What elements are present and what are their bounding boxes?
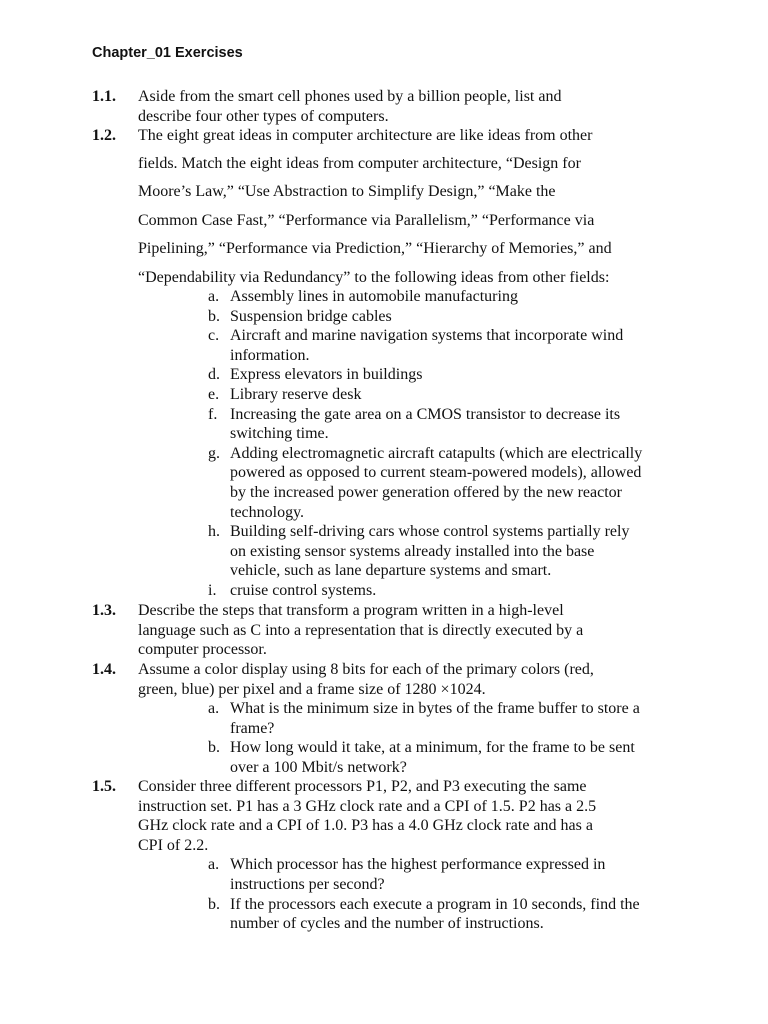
exercise-1-5 bbox=[92, 777, 682, 934]
text-line: Pipelining,” “Performance via Prediction,” “Hierarchy of Memories,” and bbox=[138, 240, 612, 258]
text-line: Consider three different processors P1, P2, and P3 executing the same bbox=[138, 778, 587, 795]
sub-item-text: Aircraft and marine navigation systems that incorporate wind bbox=[230, 327, 624, 345]
text-line: GHz clock rate and a CPI of 1.0. P3 has a 4.0 GHz clock rate and has a bbox=[138, 817, 593, 835]
sub-item-text: switching time. bbox=[230, 425, 329, 443]
text-line: describe four other types of computers. bbox=[138, 107, 389, 125]
sub-item bbox=[138, 287, 682, 307]
sub-item-text: What is the minimum size in bytes of the frame buffer to store a bbox=[230, 700, 640, 718]
exercise-number: 1.1. bbox=[92, 88, 116, 105]
sub-item-text: If the processors each execute a program in 10 seconds, find the bbox=[230, 895, 640, 913]
sub-item-label: b. bbox=[208, 895, 220, 913]
exercise-text bbox=[138, 87, 682, 126]
exercise-1-2 bbox=[92, 126, 682, 292]
sub-item-text: Increasing the gate area on a CMOS transistor to decrease its bbox=[230, 405, 621, 423]
sub-item-list bbox=[138, 287, 682, 601]
text-line: computer processor. bbox=[138, 641, 267, 659]
text-line: language such as C into a representation that is directly executed by a bbox=[138, 621, 584, 639]
exercise-number: 1.2. bbox=[92, 127, 116, 144]
exercise-number: 1.3. bbox=[92, 602, 116, 619]
sub-item-label: b. bbox=[208, 307, 220, 325]
sub-item-text: vehicle, such as lane departure systems and smart. bbox=[230, 562, 552, 580]
exercise-text bbox=[138, 777, 682, 934]
sub-item-label: d. bbox=[208, 366, 220, 384]
sub-item-label: a. bbox=[208, 700, 220, 718]
sub-item-label: h. bbox=[208, 523, 220, 541]
text-line: instruction set. P1 has a 3 GHz clock rate and a CPI of 1.5. P2 has a 2.5 bbox=[138, 797, 597, 815]
sub-item-text: How long would it take, at a minimum, for the frame to be sent bbox=[230, 739, 635, 757]
sub-item-text: Suspension bridge cables bbox=[230, 307, 392, 325]
sub-item-text: Assembly lines in automobile manufacturing bbox=[230, 288, 518, 305]
sub-item-text: information. bbox=[230, 346, 310, 364]
sub-item-text: Library reserve desk bbox=[230, 385, 362, 403]
exercise-1-3 bbox=[92, 601, 682, 660]
exercise-number: 1.4. bbox=[92, 661, 116, 678]
exercise-1-1 bbox=[92, 87, 682, 126]
sub-item bbox=[138, 307, 682, 327]
sub-item-text: frame? bbox=[230, 719, 275, 737]
sub-item bbox=[138, 405, 682, 444]
exercise-text bbox=[138, 601, 682, 660]
sub-item-label: b. bbox=[208, 739, 220, 757]
sub-item bbox=[138, 855, 682, 894]
sub-item-text: Adding electromagnetic aircraft catapults (which are electrically bbox=[230, 444, 643, 462]
sub-item-label: c. bbox=[208, 327, 220, 345]
sub-item-label: i. bbox=[208, 581, 217, 599]
exercise-text bbox=[138, 660, 682, 778]
exercise-1-2-items bbox=[92, 287, 682, 601]
exercise-number: 1.5. bbox=[92, 778, 116, 795]
text-line: fields. Match the eight ideas from computer architecture, “Design for bbox=[138, 154, 581, 172]
sub-item-text: cruise control systems. bbox=[230, 581, 377, 599]
sub-item-text: instructions per second? bbox=[230, 875, 385, 893]
sub-item-text: Which processor has the highest performance expressed in bbox=[230, 856, 606, 874]
sub-item-text: powered as opposed to current steam-powered models), allowed bbox=[230, 464, 642, 482]
sub-item bbox=[138, 365, 682, 385]
sub-item-text: number of cycles and the number of instructions. bbox=[230, 915, 544, 933]
text-line: “Dependability via Redundancy” to the following ideas from other fields: bbox=[138, 268, 610, 286]
sub-item bbox=[138, 738, 682, 777]
sub-item-label: e. bbox=[208, 385, 220, 403]
text-line: Aside from the smart cell phones used by a billion people, list and bbox=[138, 88, 562, 105]
text-line: Describe the steps that transform a program written in a high-level bbox=[138, 602, 564, 619]
text-line: The eight great ideas in computer architecture are like ideas from other bbox=[138, 127, 593, 144]
page-title: Chapter_01 Exercises bbox=[92, 45, 243, 61]
text-line: Assume a color display using 8 bits for each of the primary colors (red, bbox=[138, 661, 594, 678]
sub-item-label: a. bbox=[208, 856, 220, 874]
sub-item bbox=[138, 581, 682, 601]
sub-item-text: on existing sensor systems already installed into the base bbox=[230, 542, 595, 560]
sub-item-label: f. bbox=[208, 405, 218, 423]
text-line: Common Case Fast,” “Performance via Parallelism,” “Performance via bbox=[138, 211, 595, 229]
sub-item-text: over a 100 Mbit/s network? bbox=[230, 758, 407, 776]
sub-item bbox=[138, 699, 682, 738]
sub-item-text: Building self-driving cars whose control systems partially rely bbox=[230, 523, 630, 541]
text-line: Moore’s Law,” “Use Abstraction to Simplify Design,” “Make the bbox=[138, 183, 556, 201]
sub-item bbox=[138, 385, 682, 405]
exercise-1-4 bbox=[92, 660, 682, 778]
sub-item bbox=[138, 895, 682, 934]
sub-item-label: g. bbox=[208, 444, 220, 462]
sub-item bbox=[138, 326, 682, 365]
text-line: green, blue) per pixel and a frame size of 1280 ×1024. bbox=[138, 680, 486, 698]
sub-item-label: a. bbox=[208, 288, 220, 305]
text-line: CPI of 2.2. bbox=[138, 836, 209, 854]
sub-item bbox=[138, 522, 682, 581]
sub-item-text: Express elevators in buildings bbox=[230, 366, 423, 384]
sub-item bbox=[138, 444, 682, 522]
exercise-text bbox=[138, 126, 682, 292]
sub-item-text: by the increased power generation offered by the new reactor bbox=[230, 483, 622, 501]
sub-item-text: technology. bbox=[230, 503, 305, 521]
